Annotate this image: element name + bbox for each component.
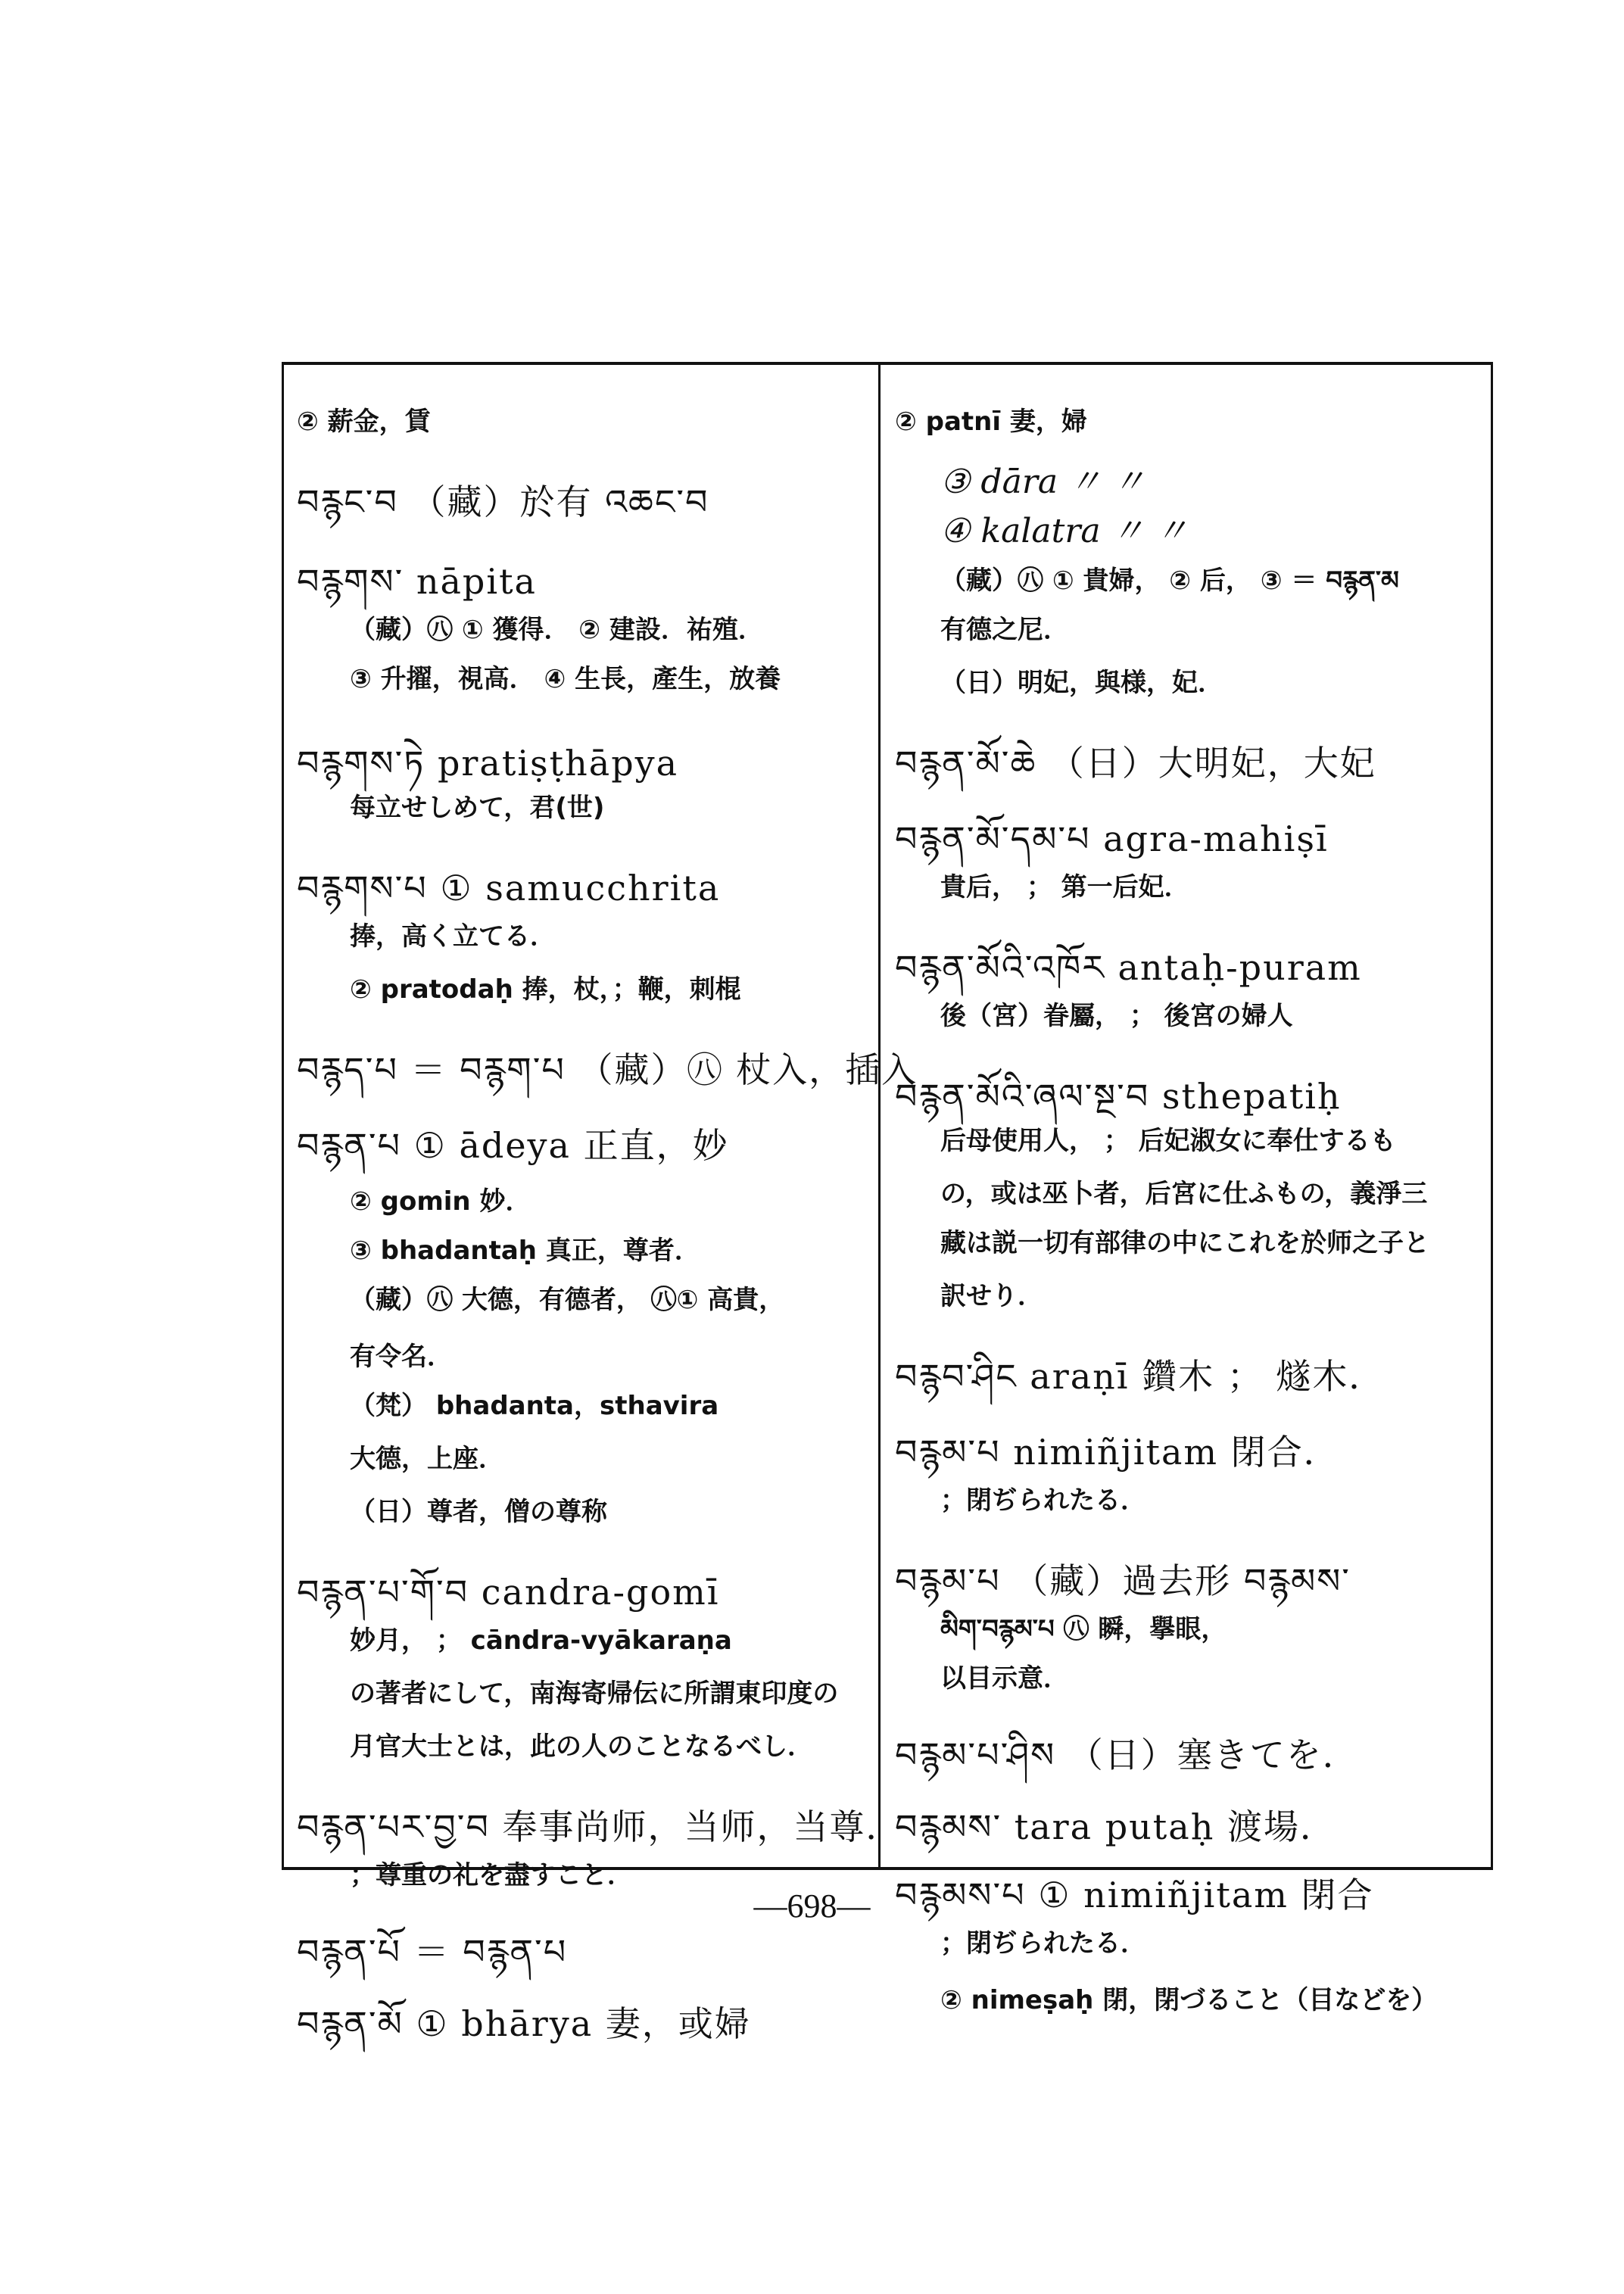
left_column-entry-5-line-0: བརྙད་པ ＝ བརྙག་པ （藏）㊇ 杖入，插入	[297, 1049, 918, 1090]
right_column-entry-6-line-1: ；閉ぢられたる．	[940, 1485, 1146, 1516]
left_column-entry-7-line-1: 妙月， ； cāndra-vyākaraṇa	[350, 1625, 732, 1656]
left_column-entry-6-line-3: （藏）㊇ 大德，有德者， ㊇① 高貴，	[350, 1285, 785, 1315]
left_column-entry-8-line-0: བརྙན་པར་བྱ་བ 奉事尚师，当师，当尊．	[297, 1806, 902, 1847]
right_column-entry-8-line-0: བརྙམ་པ་ཤིས （日）塞きてを．	[895, 1735, 1359, 1775]
left_column-entry-2-line-1: （藏）㊇ ① 獲得． ② 建設．祐殖．	[350, 615, 764, 645]
right_column-entry-0-line-4: 有德之尼．	[940, 615, 1069, 645]
left_column-entry-2-line-2: ③ 升擢，視高． ④ 生長，產生，放養	[350, 664, 781, 694]
left_column-entry-3-line-1: 每立せしめて，君(世)	[350, 793, 605, 823]
left_column-entry-2-line-0: བརྙགས་ nāpita	[297, 561, 537, 602]
right_column-entry-0-line-5: （日）明妃，與様，妃．	[940, 668, 1223, 698]
right_column-entry-0-line-3: （藏）㊇ ① 貴婦， ② 后， ③ ＝ བརྙན་མ	[940, 566, 1399, 596]
right_column-entry-6-line-0: བརྙམ་པ nimiñjitam 閉合．	[895, 1432, 1340, 1473]
right_column-entry-10-line-1: ；閉ぢられたる．	[940, 1928, 1146, 1959]
right_column-entry-10-line-0: བརྙམས་པ ① nimiñjitam 閉合	[895, 1875, 1374, 1915]
right_column-entry-10-line-2: ② nimeṣaḥ 閉，閉づること（目などを）	[940, 1985, 1438, 2015]
right_column-entry-7-line-2: 以目示意．	[940, 1663, 1069, 1694]
left_column-entry-7-line-2: の著者にして，南海寄帰伝に所謂東印度の	[350, 1678, 839, 1709]
left_column-entry-10-line-0: བརྙན་མོ ① bhārya 妻，或婦	[297, 2003, 751, 2044]
right_column-entry-3-line-1: 後（宮）眷屬， ； 後宮の婦人	[940, 1001, 1293, 1031]
right_column-entry-3-line-0: བརྙན་མོའི་འཁོར antaḥ-puram	[895, 947, 1362, 988]
right_column-entry-4-line-2: の，或は巫卜者，后宮に仕ふもの，義淨三	[940, 1179, 1428, 1209]
left_column-entry-4-line-1: 捧，高く立てる．	[350, 921, 556, 952]
left_column-entry-6-line-5: （梵） bhadanta，sthavira	[350, 1391, 719, 1421]
right_column-entry-4-line-0: བརྙན་མོའི་ཞལ་སྔ་བ sthepatiḥ	[895, 1076, 1342, 1117]
left_column-entry-8-line-1: ；尊重の礼を盡すこと．	[350, 1860, 633, 1890]
right_column-entry-9-line-0: བརྙམས་ tara putaḥ 渡場．	[895, 1806, 1336, 1847]
left_column-entry-4-line-2: ② pratodaḥ 捧，杖，；鞭，刺棍	[350, 974, 741, 1005]
right_column-entry-7-line-1: མིག་བརྙམ་པ ㊇ 瞬，擧眼，	[940, 1614, 1227, 1644]
left_column-entry-7-line-3: 月官大士とは，此の人のことなるべし．	[350, 1731, 813, 1762]
right_column-entry-5-line-0: བརྙབ་ཤིང araṇī 鑽木 ； 燧木．	[895, 1356, 1386, 1397]
left_column-entry-6-line-1: ② gomin 妙．	[350, 1186, 531, 1217]
left_column-entry-6-line-0: བརྙན་པ ① ādeya 正直，妙	[297, 1125, 729, 1166]
left_column-entry-6-line-7: （日）尊者，僧の尊称	[350, 1497, 607, 1527]
left_column-entry-6-line-6: 大德，上座．	[350, 1444, 504, 1474]
right_column-entry-0-line-1: ③ dāra 〃 〃	[940, 463, 1146, 501]
left_column-entry-9-line-0: བརྙན་པོ ＝ བརྙན་པ	[297, 1931, 568, 1972]
right_column-entry-4-line-3: 藏は説一切有部律の中にこれを於师之子と	[940, 1228, 1429, 1258]
left_column-entry-0-line-0: ② 薪金，賃	[297, 407, 431, 437]
left_column-entry-1-line-0: བརྙང་བ （藏）於有 འཆང་བ	[297, 482, 709, 522]
right_column-entry-2-line-1: 貴后， ； 第一后妃．	[940, 872, 1190, 902]
page-number: —698—	[753, 1887, 871, 1925]
right_column-entry-1-line-0: བརྙན་མོ་ཆེ （日）大明妃，大妃	[895, 743, 1376, 784]
right_column-entry-4-line-1: 后母使用人， ； 后妃淑女に奉仕するも	[940, 1126, 1396, 1156]
column-divider	[878, 362, 881, 1870]
left_column-entry-6-line-4: 有令名．	[350, 1342, 453, 1372]
left_column-entry-6-line-2: ③ bhadantaḥ 真正，尊者．	[350, 1236, 700, 1266]
right_column-entry-4-line-4: 訳せり．	[940, 1281, 1043, 1311]
left_column-entry-7-line-0: བརྙན་པ་གོ་བ candra-gomī	[297, 1572, 720, 1613]
right_column-entry-7-line-0: བརྙམ་པ （藏）過去形 བརྙམས་	[895, 1560, 1351, 1601]
right_column-entry-0-line-2: ④ kalatra 〃 〃	[940, 512, 1189, 550]
right_column-entry-0-line-0: ② patnī 妻，婦	[895, 407, 1087, 437]
right_column-entry-2-line-0: བརྙན་མོ་དམ་པ agra-mahiṣī	[895, 818, 1329, 859]
left_column-entry-4-line-0: བརྙགས་པ ① samucchrita	[297, 868, 721, 909]
left_column-entry-3-line-0: བརྙགས་ཏེ pratiṣṭhāpya	[297, 743, 679, 784]
